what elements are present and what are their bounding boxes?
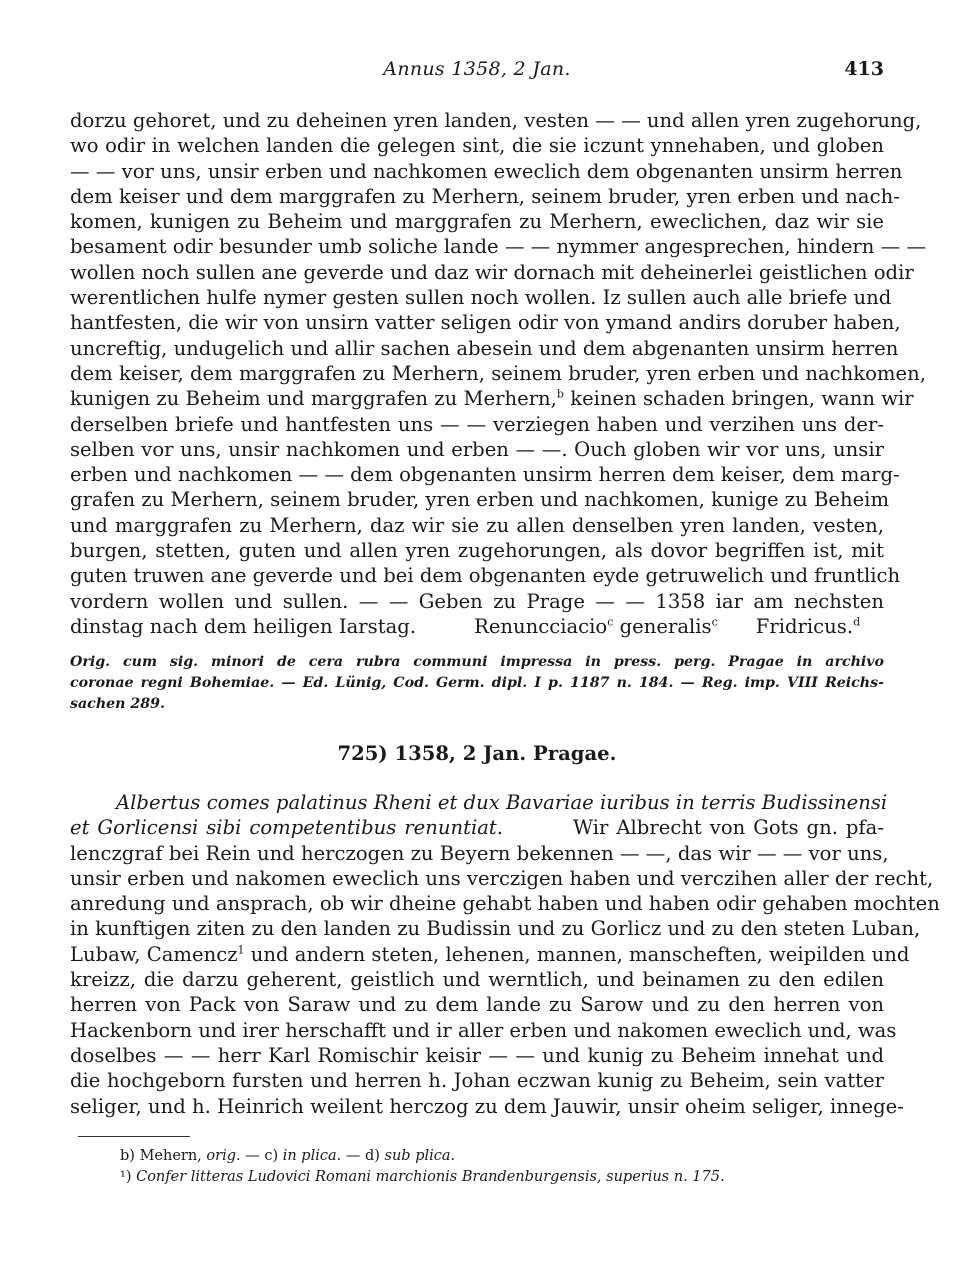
- text-line: doselbes — — herr Karl Romischir keisir — — und kunig zu Beheim innehat und: [70, 1043, 884, 1067]
- text-start: Wir Albrecht von Gots gn. pfa-: [573, 816, 884, 840]
- running-head: Annus 1358, 2 Jan.: [383, 58, 571, 80]
- footnote-ref-c2: c: [711, 615, 718, 629]
- text-line: dem keiser, dem marggrafen zu Merhern, seinem bruder, yren erben und nachkomen,: [70, 361, 926, 385]
- renunciatio: Renuncciacio: [474, 614, 608, 638]
- text-line: — — vor uns, unsir erben und nachkomen eweclich dem obgenanten unsirm herren: [70, 159, 903, 183]
- regest-line: Albertus comes palatinus Rheni et dux Bavariae iuribus in terris Budissinensi: [116, 791, 888, 814]
- footnote-rule: [78, 1136, 190, 1137]
- footnotes: [120, 1146, 880, 1188]
- text-line: erben und nachkomen — — dem obgenanten unsirm herren dem keiser, dem marg-: [70, 463, 900, 487]
- source-note: [70, 652, 884, 714]
- text-line: guten truwen ane geverde und bei dem obgenanten eyde getruwelich und fruntlich: [70, 564, 901, 588]
- text-line: herren von Pack von Saraw und zu dem lande zu Sarow und zu den herren von: [70, 993, 884, 1017]
- text-line: uncreftig, undugelich und allir sachen abesein und dem abgenanten unsirm herren: [70, 336, 899, 360]
- line-tail: und andern steten, lehenen, mannen, manscheften, weipilden und: [250, 942, 910, 966]
- footnote-ref-d: d: [853, 615, 861, 629]
- text-line: kreizz, die darzu geherent, geistlich und werntlich, und beinamen zu den edilen: [70, 968, 884, 992]
- text-line: lenczgraf bei Rein und herczogen zu Beyern bekennen — —, das wir — — vor uns,: [70, 841, 889, 865]
- date-line: dinstag nach dem heiligen Iarstag.: [70, 614, 417, 638]
- regest-line: et Gorlicensi sibi competentibus renuntiat.: [70, 816, 503, 840]
- source-line: sachen 289.: [70, 695, 165, 712]
- text-line: grafen zu Merhern, seinem bruder, yren erben und nachkomen, kunige zu Beheim: [70, 488, 890, 512]
- footnote-ref-b: b: [556, 387, 564, 401]
- text-line: hantfesten, die wir von unsirn vatter seligen odir von ymand andirs doruber haben,: [70, 311, 901, 335]
- text-line: anredung und ansprach, ob wir dheine gehabt haben und haben odir gehaben mochten: [70, 892, 940, 916]
- text-line: [70, 386, 914, 411]
- footnote-ref-1: 1: [237, 943, 245, 957]
- text-line: unsir erben und nakomen eweclich uns verczigen haben und verczihen aller der recht,: [70, 866, 934, 890]
- source-line: Orig. cum sig. minori de cera rubra communi impressa in press. perg. Pragae in archivo: [70, 654, 884, 670]
- line-head: Lubaw, Camencz: [70, 942, 238, 966]
- text-line: dorzu gehoret, und zu deheinen yren landen, vesten — — und allen yren zugehorung,: [70, 109, 922, 132]
- closing-line: [70, 614, 884, 639]
- text-line: dem keiser und dem marggrafen zu Merhern, seinem bruder, yren erben und nach-: [70, 184, 900, 208]
- footnote-ref-c: c: [607, 615, 614, 629]
- text-line: vordern wollen und sullen. — — Geben zu Prage — — 1358 iar am nechsten: [70, 589, 884, 613]
- text-line: besament odir besunder umb soliche lande — — nymmer angesprechen, hindern — —: [70, 235, 927, 259]
- text-line: [70, 942, 910, 967]
- text-line: Hackenborn und irer herschafft und ir aller erben und nakomen eweclich und, was: [70, 1018, 897, 1042]
- main-text: [70, 108, 927, 639]
- document-heading: 725) 1358, 2 Jan. Pragae.: [337, 742, 617, 765]
- text-line: seliger, und h. Heinrich weilent herczog zu dem Jauwir, unsir oheim seliger, innege-: [70, 1094, 904, 1118]
- text-line: selben vor uns, unsir nachkomen und erben — —. Ouch globen wir vor uns, unsir: [70, 437, 884, 461]
- text-line: die hochgeborn fursten und herren h. Johan eczwan kunig zu Beheim, sein vatter: [70, 1069, 884, 1093]
- page-number: 413: [844, 58, 884, 80]
- text-line: und marggrafen zu Merhern, daz wir sie zu allen denselben yren landen, vesten,: [70, 513, 884, 537]
- text-line: in kunftigen ziten zu den landen zu Budissin und zu Gorlicz und zu den steten Luban,: [70, 917, 921, 941]
- text-line: wollen noch sullen ane geverde und daz wir dornach mit deheinerlei geistlichen odir: [70, 260, 914, 284]
- footnote-b-c-d: b) Mehern, orig. — c) in plica. — d) sub plica.: [120, 1148, 456, 1164]
- text-line: [70, 815, 884, 840]
- line-tail: keinen schaden bringen, wann wir: [570, 387, 914, 411]
- second-document: [70, 790, 940, 1119]
- charter-paragraph: [70, 790, 940, 1119]
- text-line: derselben briefe und hantfesten uns — — verziegen haben und verzihen uns der-: [70, 412, 884, 436]
- charter-paragraph: [70, 108, 927, 639]
- generalis: generalis: [619, 614, 712, 638]
- text-line: werentlichen hulfe nymer gesten sullen noch wollen. Iz sullen auch alle briefe und: [70, 286, 892, 310]
- signature: Fridricus.: [755, 614, 854, 638]
- source-line: coronae regni Bohemiae. — Ed. Lünig, Cod. Germ. dipl. I p. 1187 n. 184. — Reg. imp. VIII Reichs-: [70, 674, 884, 691]
- text-line: burgen, stetten, guten und allen yren zugehorungen, als dovor begriffen ist, mit: [70, 539, 884, 563]
- footnote-1: ¹) Confer litteras Ludovici Romani marchionis Brandenburgensis, superius n. 175.: [120, 1169, 725, 1185]
- text-line: komen, kunigen zu Beheim und marggrafen zu Merhern, eweclichen, daz wir sie: [70, 210, 884, 234]
- text-line: wo odir in welchen landen die gelegen sint, die sie iczunt ynnehaben, und globen: [70, 134, 884, 158]
- line-head: kunigen zu Beheim und marggrafen zu Merhern,: [70, 387, 557, 411]
- page-header: [70, 58, 884, 88]
